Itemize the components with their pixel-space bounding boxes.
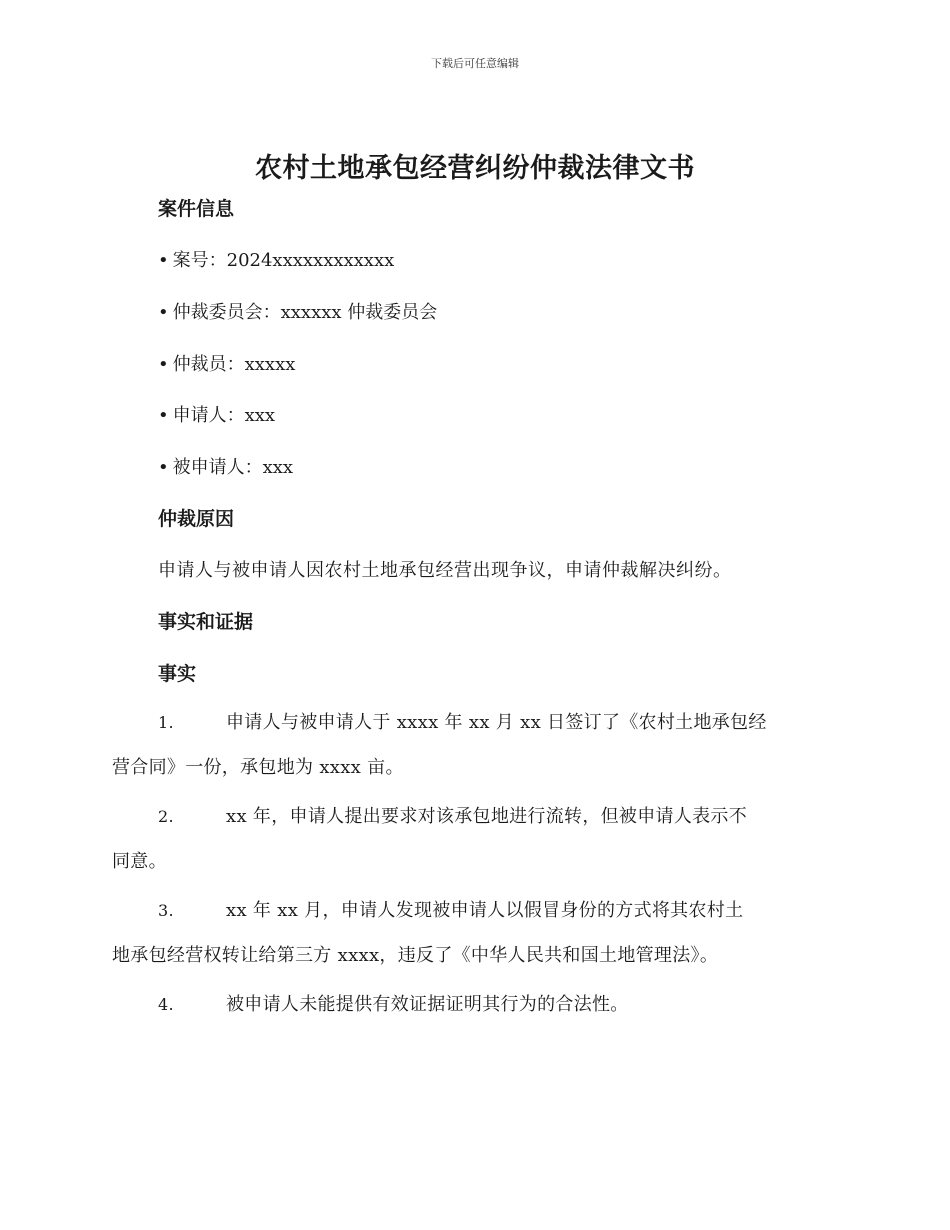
arbitrator-line [158, 350, 295, 376]
fact-text-line1: 申请人与被申请人于 xxxx 年 xx 月 xx 日签订了《农村土地承包经 [226, 712, 767, 733]
fact-text-line2: 营合同》一份，承包地为 xxxx 亩。 [112, 757, 404, 778]
facts-evidence-heading: 事实和证据 [158, 611, 254, 633]
bullet-icon: • [158, 405, 169, 426]
fact-item-3 [112, 888, 840, 978]
respondent-label: 被申请人： [172, 457, 263, 478]
fact-text-line2: 同意。 [112, 851, 167, 872]
committee-label: 仲裁委员会： [172, 302, 281, 323]
arbitrator-label: 仲裁员： [172, 354, 245, 375]
respondent-value: xxx [262, 457, 294, 478]
bullet-icon: • [158, 302, 169, 323]
bullet-icon: • [158, 457, 169, 478]
fact-item-1 [112, 700, 840, 790]
case-number-line [158, 246, 394, 272]
case-number-label: 案号： [172, 250, 227, 271]
fact-text-line1: xx 年，申请人提出要求对该承包地进行流转，但被申请人表示不 [226, 806, 748, 827]
header-note: 下载后可任意编辑 [431, 57, 519, 70]
fact-number: 1. [158, 713, 174, 732]
fact-text-line1: 被申请人未能提供有效证据证明其行为的合法性。 [226, 994, 629, 1015]
document-title: 农村土地承包经营纠纷仲裁法律文书 [255, 153, 695, 184]
arbitrator-value: xxxxx [244, 354, 296, 375]
reason-heading: 仲裁原因 [158, 508, 235, 530]
committee-line [158, 298, 437, 324]
fact-number: 3. [158, 901, 174, 920]
bullet-icon: • [158, 354, 169, 375]
fact-number: 2. [158, 807, 174, 826]
bullet-icon: • [158, 250, 169, 271]
applicant-label: 申请人： [172, 405, 245, 426]
case-info-heading: 案件信息 [158, 198, 235, 220]
fact-text-line2: 地承包经营权转让给第三方 xxxx，违反了《中华人民共和国土地管理法》。 [112, 945, 719, 966]
committee-value: xxxxxx 仲裁委员会 [280, 302, 438, 323]
applicant-line [158, 401, 275, 427]
facts-heading: 事实 [158, 663, 197, 685]
case-number-value: 2024xxxxxxxxxxxx [226, 250, 395, 271]
applicant-value: xxx [244, 405, 276, 426]
fact-text-line1: xx 年 xx 月，申请人发现被申请人以假冒身份的方式将其农村土 [226, 900, 744, 921]
fact-number: 4. [158, 995, 174, 1014]
reason-text: 申请人与被申请人因农村土地承包经营出现争议，申请仲裁解决纠纷。 [158, 560, 732, 581]
fact-item-4 [112, 982, 840, 1027]
fact-item-2 [112, 794, 840, 884]
respondent-line [158, 453, 293, 479]
